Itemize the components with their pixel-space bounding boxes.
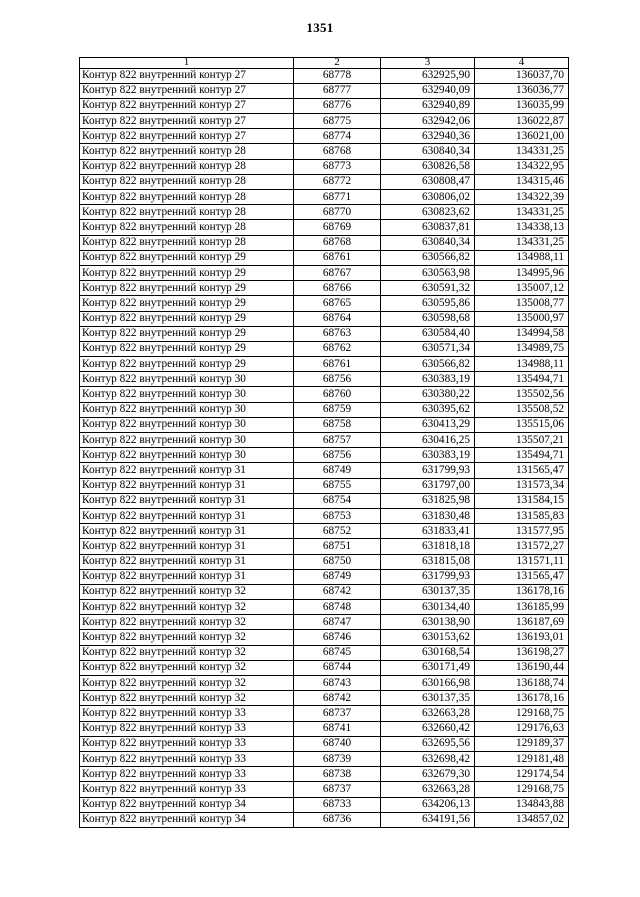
table-row (80, 767, 569, 782)
x-coordinate-cell: 630153,62 (381, 630, 475, 645)
contour-name-cell: Контур 822 внутренний контур 28 (80, 159, 294, 174)
x-coordinate-cell: 630584,40 (381, 326, 475, 341)
contour-name-cell: Контур 822 внутренний контур 27 (80, 129, 294, 144)
x-coordinate-cell: 631815,08 (381, 554, 475, 569)
table-row (80, 326, 569, 341)
contour-name-cell: Контур 822 внутренний контур 31 (80, 554, 294, 569)
table-row (80, 569, 569, 584)
table-row (80, 402, 569, 417)
contour-name-cell: Контур 822 внутренний контур 32 (80, 645, 294, 660)
x-coordinate-cell: 630595,86 (381, 296, 475, 311)
table-row (80, 660, 569, 675)
point-number-cell: 68764 (294, 311, 381, 326)
x-coordinate-cell: 630395,62 (381, 402, 475, 417)
point-number-cell: 68761 (294, 250, 381, 265)
contour-name-cell: Контур 822 внутренний контур 31 (80, 539, 294, 554)
y-coordinate-cell: 129168,75 (475, 782, 569, 797)
table-row (80, 448, 569, 463)
contour-name-cell: Контур 822 внутренний контур 32 (80, 676, 294, 691)
point-number-cell: 68753 (294, 508, 381, 523)
table-row (80, 600, 569, 615)
point-number-cell: 68774 (294, 129, 381, 144)
column-header-3: 3 (381, 58, 475, 69)
contour-name-cell: Контур 822 внутренний контур 31 (80, 478, 294, 493)
x-coordinate-cell: 630563,98 (381, 265, 475, 280)
table-row (80, 721, 569, 736)
y-coordinate-cell: 134994,58 (475, 326, 569, 341)
y-coordinate-cell: 131565,47 (475, 569, 569, 584)
point-number-cell: 68765 (294, 296, 381, 311)
contour-name-cell: Контур 822 внутренний контур 28 (80, 205, 294, 220)
y-coordinate-cell: 136198,27 (475, 645, 569, 660)
x-coordinate-cell: 632940,89 (381, 98, 475, 113)
x-coordinate-cell: 632925,90 (381, 68, 475, 83)
contour-name-cell: Контур 822 внутренний контур 29 (80, 265, 294, 280)
x-coordinate-cell: 634206,13 (381, 797, 475, 812)
column-header-4: 4 (475, 58, 569, 69)
table-row (80, 174, 569, 189)
x-coordinate-cell: 630806,02 (381, 190, 475, 205)
contour-name-cell: Контур 822 внутренний контур 31 (80, 508, 294, 523)
x-coordinate-cell: 630171,49 (381, 660, 475, 675)
contour-name-cell: Контур 822 внутренний контур 33 (80, 751, 294, 766)
contour-name-cell: Контур 822 внутренний контур 28 (80, 190, 294, 205)
contour-name-cell: Контур 822 внутренний контур 28 (80, 144, 294, 159)
table-row (80, 98, 569, 113)
x-coordinate-cell: 630598,68 (381, 311, 475, 326)
table-row (80, 114, 569, 129)
point-number-cell: 68740 (294, 736, 381, 751)
x-coordinate-cell: 631825,98 (381, 493, 475, 508)
y-coordinate-cell: 131577,95 (475, 524, 569, 539)
table-row (80, 782, 569, 797)
x-coordinate-cell: 630416,25 (381, 433, 475, 448)
point-number-cell: 68773 (294, 159, 381, 174)
table-row (80, 691, 569, 706)
contour-name-cell: Контур 822 внутренний контур 29 (80, 326, 294, 341)
point-number-cell: 68752 (294, 524, 381, 539)
y-coordinate-cell: 134843,88 (475, 797, 569, 812)
x-coordinate-cell: 630168,54 (381, 645, 475, 660)
page-number: 1351 (306, 20, 334, 35)
contour-name-cell: Контур 822 внутренний контур 32 (80, 600, 294, 615)
x-coordinate-cell: 630823,62 (381, 205, 475, 220)
x-coordinate-cell: 630380,22 (381, 387, 475, 402)
point-number-cell: 68749 (294, 463, 381, 478)
y-coordinate-cell: 131572,27 (475, 539, 569, 554)
contour-name-cell: Контур 822 внутренний контур 27 (80, 98, 294, 113)
point-number-cell: 68741 (294, 721, 381, 736)
y-coordinate-cell: 129181,48 (475, 751, 569, 766)
x-coordinate-cell: 632940,09 (381, 83, 475, 98)
point-number-cell: 68777 (294, 83, 381, 98)
table-row (80, 190, 569, 205)
point-number-cell: 68758 (294, 417, 381, 432)
point-number-cell: 68749 (294, 569, 381, 584)
contour-name-cell: Контур 822 внутренний контур 30 (80, 433, 294, 448)
point-number-cell: 68768 (294, 235, 381, 250)
contour-name-cell: Контур 822 внутренний контур 30 (80, 402, 294, 417)
y-coordinate-cell: 135007,12 (475, 281, 569, 296)
point-number-cell: 68754 (294, 493, 381, 508)
contour-name-cell: Контур 822 внутренний контур 27 (80, 114, 294, 129)
table-row (80, 615, 569, 630)
table-row (80, 220, 569, 235)
point-number-cell: 68744 (294, 660, 381, 675)
point-number-cell: 68769 (294, 220, 381, 235)
x-coordinate-cell: 630166,98 (381, 676, 475, 691)
x-coordinate-cell: 631799,93 (381, 569, 475, 584)
x-coordinate-cell: 630413,29 (381, 417, 475, 432)
table-row (80, 539, 569, 554)
point-number-cell: 68770 (294, 205, 381, 220)
table-row (80, 341, 569, 356)
point-number-cell: 68742 (294, 691, 381, 706)
table-row (80, 205, 569, 220)
table-row (80, 417, 569, 432)
table-row (80, 584, 569, 599)
y-coordinate-cell: 136036,77 (475, 83, 569, 98)
x-coordinate-cell: 632695,56 (381, 736, 475, 751)
table-row (80, 68, 569, 83)
point-number-cell: 68755 (294, 478, 381, 493)
contour-name-cell: Контур 822 внутренний контур 34 (80, 812, 294, 827)
table-row (80, 144, 569, 159)
contour-name-cell: Контур 822 внутренний контур 31 (80, 493, 294, 508)
x-coordinate-cell: 631799,93 (381, 463, 475, 478)
contour-name-cell: Контур 822 внутренний контур 28 (80, 220, 294, 235)
x-coordinate-cell: 631818,18 (381, 539, 475, 554)
y-coordinate-cell: 134988,11 (475, 250, 569, 265)
point-number-cell: 68742 (294, 584, 381, 599)
table-row (80, 554, 569, 569)
y-coordinate-cell: 134331,25 (475, 144, 569, 159)
y-coordinate-cell: 129189,37 (475, 736, 569, 751)
column-header-2: 2 (294, 58, 381, 69)
x-coordinate-cell: 630137,35 (381, 691, 475, 706)
table-row (80, 524, 569, 539)
table-row (80, 751, 569, 766)
x-coordinate-cell: 630826,58 (381, 159, 475, 174)
y-coordinate-cell: 136035,99 (475, 98, 569, 113)
point-number-cell: 68778 (294, 68, 381, 83)
table-row (80, 311, 569, 326)
y-coordinate-cell: 135494,71 (475, 448, 569, 463)
y-coordinate-cell: 129174,54 (475, 767, 569, 782)
point-number-cell: 68761 (294, 357, 381, 372)
table-row (80, 645, 569, 660)
point-number-cell: 68737 (294, 706, 381, 721)
point-number-cell: 68771 (294, 190, 381, 205)
contour-name-cell: Контур 822 внутренний контур 31 (80, 524, 294, 539)
contour-name-cell: Контур 822 внутренний контур 34 (80, 797, 294, 812)
y-coordinate-cell: 135008,77 (475, 296, 569, 311)
table-row (80, 508, 569, 523)
x-coordinate-cell: 630571,34 (381, 341, 475, 356)
y-coordinate-cell: 136021,00 (475, 129, 569, 144)
y-coordinate-cell: 136178,16 (475, 691, 569, 706)
contour-name-cell: Контур 822 внутренний контур 28 (80, 174, 294, 189)
y-coordinate-cell: 136188,74 (475, 676, 569, 691)
y-coordinate-cell: 136193,01 (475, 630, 569, 645)
x-coordinate-cell: 630840,34 (381, 144, 475, 159)
table-row (80, 235, 569, 250)
table-row (80, 250, 569, 265)
table-row (80, 463, 569, 478)
table-row (80, 159, 569, 174)
contour-name-cell: Контур 822 внутренний контур 33 (80, 767, 294, 782)
contour-name-cell: Контур 822 внутренний контур 27 (80, 68, 294, 83)
y-coordinate-cell: 136037,70 (475, 68, 569, 83)
contour-name-cell: Контур 822 внутренний контур 30 (80, 372, 294, 387)
coordinates-table (79, 57, 569, 828)
y-coordinate-cell: 131584,15 (475, 493, 569, 508)
x-coordinate-cell: 630383,19 (381, 448, 475, 463)
x-coordinate-cell: 630591,32 (381, 281, 475, 296)
table-row (80, 812, 569, 827)
contour-name-cell: Контур 822 внутренний контур 32 (80, 615, 294, 630)
y-coordinate-cell: 135515,06 (475, 417, 569, 432)
contour-name-cell: Контур 822 внутренний контур 29 (80, 311, 294, 326)
x-coordinate-cell: 630566,82 (381, 250, 475, 265)
point-number-cell: 68737 (294, 782, 381, 797)
x-coordinate-cell: 632663,28 (381, 706, 475, 721)
y-coordinate-cell: 136185,99 (475, 600, 569, 615)
table-row (80, 372, 569, 387)
x-coordinate-cell: 632660,42 (381, 721, 475, 736)
x-coordinate-cell: 630134,40 (381, 600, 475, 615)
contour-name-cell: Контур 822 внутренний контур 33 (80, 736, 294, 751)
contour-name-cell: Контур 822 внутренний контур 32 (80, 660, 294, 675)
y-coordinate-cell: 135000,97 (475, 311, 569, 326)
table-row (80, 296, 569, 311)
x-coordinate-cell: 631833,41 (381, 524, 475, 539)
table-header-row (80, 58, 569, 69)
contour-name-cell: Контур 822 внутренний контур 32 (80, 691, 294, 706)
y-coordinate-cell: 131565,47 (475, 463, 569, 478)
x-coordinate-cell: 630138,90 (381, 615, 475, 630)
point-number-cell: 68767 (294, 265, 381, 280)
point-number-cell: 68762 (294, 341, 381, 356)
table-row (80, 281, 569, 296)
contour-name-cell: Контур 822 внутренний контур 30 (80, 387, 294, 402)
table-row (80, 706, 569, 721)
contour-name-cell: Контур 822 внутренний контур 28 (80, 235, 294, 250)
point-number-cell: 68759 (294, 402, 381, 417)
table-row (80, 433, 569, 448)
point-number-cell: 68763 (294, 326, 381, 341)
point-number-cell: 68745 (294, 645, 381, 660)
contour-name-cell: Контур 822 внутренний контур 29 (80, 357, 294, 372)
contour-name-cell: Контур 822 внутренний контур 33 (80, 782, 294, 797)
contour-name-cell: Контур 822 внутренний контур 30 (80, 417, 294, 432)
contour-name-cell: Контур 822 внутренний контур 33 (80, 706, 294, 721)
contour-name-cell: Контур 822 внутренний контур 29 (80, 296, 294, 311)
table-row (80, 676, 569, 691)
point-number-cell: 68775 (294, 114, 381, 129)
y-coordinate-cell: 134315,46 (475, 174, 569, 189)
x-coordinate-cell: 630566,82 (381, 357, 475, 372)
point-number-cell: 68743 (294, 676, 381, 691)
point-number-cell: 68739 (294, 751, 381, 766)
point-number-cell: 68750 (294, 554, 381, 569)
table-row (80, 357, 569, 372)
y-coordinate-cell: 136187,69 (475, 615, 569, 630)
x-coordinate-cell: 630840,34 (381, 235, 475, 250)
x-coordinate-cell: 632940,36 (381, 129, 475, 144)
y-coordinate-cell: 129176,63 (475, 721, 569, 736)
contour-name-cell: Контур 822 внутренний контур 32 (80, 630, 294, 645)
x-coordinate-cell: 631830,48 (381, 508, 475, 523)
x-coordinate-cell: 630837,81 (381, 220, 475, 235)
point-number-cell: 68772 (294, 174, 381, 189)
contour-name-cell: Контур 822 внутренний контур 33 (80, 721, 294, 736)
y-coordinate-cell: 129168,75 (475, 706, 569, 721)
point-number-cell: 68751 (294, 539, 381, 554)
contour-name-cell: Контур 822 внутренний контур 32 (80, 584, 294, 599)
y-coordinate-cell: 134331,25 (475, 205, 569, 220)
x-coordinate-cell: 632698,42 (381, 751, 475, 766)
y-coordinate-cell: 134857,02 (475, 812, 569, 827)
point-number-cell: 68756 (294, 448, 381, 463)
y-coordinate-cell: 136178,16 (475, 584, 569, 599)
contour-name-cell: Контур 822 внутренний контур 29 (80, 341, 294, 356)
x-coordinate-cell: 630137,35 (381, 584, 475, 599)
point-number-cell: 68746 (294, 630, 381, 645)
table-row (80, 129, 569, 144)
contour-name-cell: Контур 822 внутренний контур 29 (80, 250, 294, 265)
y-coordinate-cell: 134989,75 (475, 341, 569, 356)
point-number-cell: 68766 (294, 281, 381, 296)
x-coordinate-cell: 630383,19 (381, 372, 475, 387)
contour-name-cell: Контур 822 внутренний контур 31 (80, 569, 294, 584)
contour-name-cell: Контур 822 внутренний контур 30 (80, 448, 294, 463)
x-coordinate-cell: 632942,06 (381, 114, 475, 129)
x-coordinate-cell: 631797,00 (381, 478, 475, 493)
column-header-1: 1 (80, 58, 294, 69)
y-coordinate-cell: 134338,13 (475, 220, 569, 235)
y-coordinate-cell: 134995,96 (475, 265, 569, 280)
point-number-cell: 68738 (294, 767, 381, 782)
y-coordinate-cell: 134331,25 (475, 235, 569, 250)
point-number-cell: 68760 (294, 387, 381, 402)
y-coordinate-cell: 134322,95 (475, 159, 569, 174)
y-coordinate-cell: 131573,34 (475, 478, 569, 493)
x-coordinate-cell: 634191,56 (381, 812, 475, 827)
y-coordinate-cell: 136022,87 (475, 114, 569, 129)
table-row (80, 493, 569, 508)
point-number-cell: 68768 (294, 144, 381, 159)
table-row (80, 387, 569, 402)
y-coordinate-cell: 131571,11 (475, 554, 569, 569)
y-coordinate-cell: 135502,56 (475, 387, 569, 402)
table-row (80, 265, 569, 280)
x-coordinate-cell: 632679,30 (381, 767, 475, 782)
point-number-cell: 68757 (294, 433, 381, 448)
y-coordinate-cell: 135494,71 (475, 372, 569, 387)
point-number-cell: 68747 (294, 615, 381, 630)
point-number-cell: 68733 (294, 797, 381, 812)
y-coordinate-cell: 135507,21 (475, 433, 569, 448)
table-row (80, 478, 569, 493)
point-number-cell: 68736 (294, 812, 381, 827)
y-coordinate-cell: 134322,39 (475, 190, 569, 205)
table-row (80, 83, 569, 98)
x-coordinate-cell: 630808,47 (381, 174, 475, 189)
x-coordinate-cell: 632663,28 (381, 782, 475, 797)
point-number-cell: 68748 (294, 600, 381, 615)
contour-name-cell: Контур 822 внутренний контур 29 (80, 281, 294, 296)
y-coordinate-cell: 131585,83 (475, 508, 569, 523)
y-coordinate-cell: 134988,11 (475, 357, 569, 372)
contour-name-cell: Контур 822 внутренний контур 31 (80, 463, 294, 478)
point-number-cell: 68756 (294, 372, 381, 387)
table-row (80, 736, 569, 751)
table-row (80, 630, 569, 645)
y-coordinate-cell: 136190,44 (475, 660, 569, 675)
point-number-cell: 68776 (294, 98, 381, 113)
table-row (80, 797, 569, 812)
contour-name-cell: Контур 822 внутренний контур 27 (80, 83, 294, 98)
y-coordinate-cell: 135508,52 (475, 402, 569, 417)
table-body (80, 68, 569, 827)
